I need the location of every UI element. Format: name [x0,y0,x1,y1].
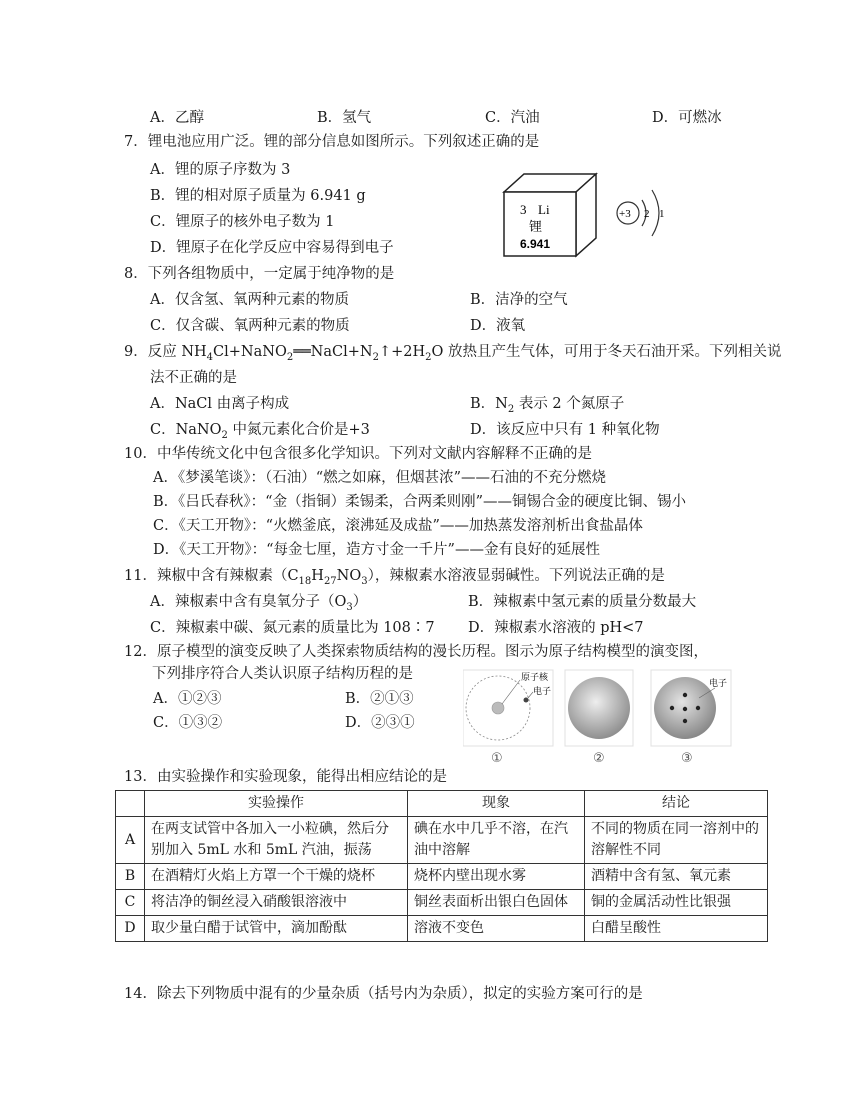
q7-option-d: D．锂原子在化学反应中容易得到电子 [150,240,394,256]
q6-option-d: D．可燃冰 [652,110,722,126]
q9-option-b: B．$N_2$ 表示 2 个氮原子 [470,396,625,415]
table-row [116,916,768,942]
q10-option-a: A．《梦溪笔谈》：（石油）“燃之如麻，但烟甚浓”——石油的不充分燃烧 [153,470,607,486]
q9-stem-continued: 法不正确的是 [150,370,237,386]
q12-stem-continued: 下列排序符合人类认识原子结构历程的是 [152,666,413,682]
row-label: B [116,864,145,890]
q12-option-b: B．②①③ [345,691,414,707]
q7-option-a: A．锂的原子序数为 3 [150,162,291,178]
card-name: 锂 [529,220,543,235]
q10-stem: 10．中华传统文化中包含很多化学知识。下列对文献内容解释不正确的是 [124,446,592,462]
shell-2-electrons: 1 [659,208,665,220]
table-header-row [116,791,768,817]
q9-stem: 9．反应 $NH_4Cl+NaNO_2══NaCl+N_2↑+2H_2O$ 放热且产生气体，可用于冬天石油开采。下列相关说 [124,344,782,363]
q14-stem: 14．除去下列物质中混有的少量杂质（括号内为杂质），拟定的实验方案可行的是 [124,986,643,1002]
row-conclusion: 不同的物质在同一溶剂中的溶解性不同 [585,817,768,864]
row-label: D [116,916,145,942]
row-label: C [116,890,145,916]
q8-option-b: B．洁净的空气 [470,292,568,308]
q12-option-c: C．①③② [153,715,223,731]
q13-stem: 13．由实验操作和实验现象，能得出相应结论的是 [124,769,447,785]
q7-option-c: C．锂原子的核外电子数为 1 [150,214,335,230]
row-conclusion: 酒精中含有氢、氧元素 [585,864,768,890]
q8-option-c: C．仅含碳、氧两种元素的物质 [150,318,350,334]
q9-option-d: D．该反应中只有 1 种氧化物 [470,422,660,438]
header-blank [116,791,145,817]
q8-stem: 8．下列各组物质中，一定属于纯净物的是 [124,266,395,282]
row-phenomenon: 烧杯内壁出现水雾 [408,864,585,890]
q9-option-a: A．NaCl 由离子构成 [150,396,290,412]
q6-option-b: B．氢气 [317,110,372,126]
q12-option-a: A．①②③ [153,691,222,707]
q8-option-d: D．液氧 [470,318,526,334]
table-row [116,864,768,890]
row-phenomenon: 铜丝表面析出银白色固体 [408,890,585,916]
q11-stem: 11．辣椒中含有辣椒素$(C_{18}H_{27}NO_3)$，辣椒素水溶液显弱碱性。下列说法正确的是 [124,568,665,587]
row-phenomenon: 溶液不变色 [408,916,585,942]
row-conclusion: 铜的金属活动性比银强 [585,890,768,916]
figure-number-2: ② [593,751,605,766]
header-phenomenon: 现象 [408,791,585,817]
electron-label: 电子 [533,687,552,697]
q10-option-c: C．《天工开物》：“火燃釜底，滚沸延及成盐”——加热蒸发溶剂析出食盐晶体 [153,518,643,534]
card-symbol: Li [538,202,550,217]
header-conclusion: 结论 [585,791,768,817]
header-operation: 实验操作 [145,791,408,817]
row-label: A [116,817,145,864]
q12-option-d: D．②③① [345,715,415,731]
q6-option-c: C．汽油 [485,110,540,126]
q10-option-b: B．《吕氏春秋》：“金（指铜）柔锡柔，合两柔则刚”——铜锡合金的硬度比铜、锡小 [153,494,686,510]
q11-option-b: B．辣椒素中氢元素的质量分数最大 [468,594,697,610]
row-operation: 在酒精灯火焰上方罩一个干燥的烧杯 [145,864,408,890]
row-phenomenon: 碘在水中几乎不溶，在汽油中溶解 [408,817,585,864]
q10-option-d: D．《天工开物》：“每金七厘，造方寸金一千片”——金有良好的延展性 [153,542,600,558]
row-operation: 将洁净的铜丝浸入硝酸银溶液中 [145,890,408,916]
card-number: 3 [520,202,527,217]
atom-model-evolution-figure [463,668,733,768]
table-row [116,890,768,916]
nucleus-charge: +3 [619,208,631,220]
q7-option-b: B．锂的相对原子质量为 6.941 g [150,188,366,204]
lithium-element-card [500,172,600,258]
shell-1-electrons: 2 [644,208,650,220]
figure-number-3: ③ [681,751,693,766]
q11-option-d: D．辣椒素水溶液的 pH<7 [468,620,644,636]
experiment-table [115,790,768,942]
q7-stem: 7．锂电池应用广泛。锂的部分信息如图所示。下列叙述正确的是 [124,134,540,150]
q12-stem: 12．原子模型的演变反映了人类探索物质结构的漫长历程。图示为原子结构模型的演变图， [124,644,708,660]
table-row [116,817,768,864]
q9-option-c: C．NaNO$_2$ 中氮元素化合价是+3 [150,422,370,441]
row-conclusion: 白醋呈酸性 [585,916,768,942]
q8-option-a: A．仅含氢、氧两种元素的物质 [150,292,349,308]
q11-option-c: C．辣椒素中碳、氮元素的质量比为 108∶7 [150,620,435,636]
nucleus-label: 原子核 [521,673,549,683]
row-operation: 在两支试管中各加入一小粒碘，然后分别加入 5mL 水和 5mL 汽油，振荡 [145,817,408,864]
figure-number-1: ① [491,751,503,766]
row-operation: 取少量白醋于试管中，滴加酚酞 [145,916,408,942]
q6-option-a: A．乙醇 [150,110,204,126]
lithium-atom-structure-diagram [614,178,674,248]
electron-label-2: 电子 [709,679,728,689]
q11-option-a: A．辣椒素中含有臭氧分子$(O_3)$ [150,594,368,613]
card-mass: 6.941 [520,237,551,251]
